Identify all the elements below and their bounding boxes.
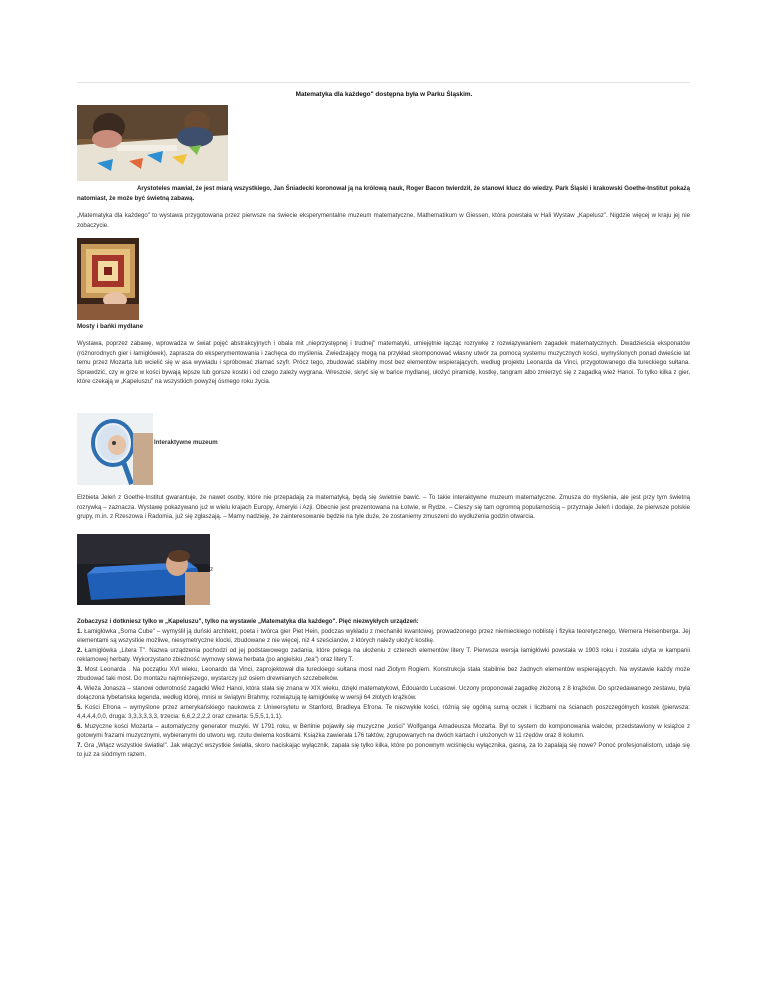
features-list: [77, 627, 690, 760]
photo-children-puzzle: [77, 105, 228, 181]
section-heading-bridges: Mosty i bańki mydlane: [77, 323, 144, 330]
list-item: 3. Most Leonarda . Na początku XVI wieku, Leonardo da Vinci, zaprojektował dla tureckiego sułtana most nad Złotym Rogiem. Konstrukcja stała stabilnie bez żadnych elementów wspierających. Na wystawie każdy może zbudować taki most. Do montażu najmniejszego, wystarczy już osiem drewnianych szczebelków.: [77, 665, 690, 682]
section3: [77, 617, 690, 760]
section3-heading: Zobaczysz i dotkniesz tylko w „Kapeluszu", tylko na wystawie „Matematyka dla każdego". Pięć niezwykłych urządzeń:: [77, 618, 419, 625]
section2-paragraph: Elżbieta Jeleń z Goethe-Institut gwarantuje, że nawet osoby, które nie przepadają za matematyką, będą się świetnie bawić. – To takie interaktywne muzeum matematyczne. Zmusza do myślenia, ale jest przy tym świetną rozrywką – zaznacza. Wystawę pokazywano już w wielu krajach Europy, Ameryki i Azji. Obecnie jest prezentowana na Łotwie, w Rydze. – Cieszy się tam ogromną popularnością – przyznaje Jeleń i dodaje, że pierwsze polskie grupy, m.in. z Rzeszowa i Radomia, już się zgłaszają. – Mamy nadzieję, że zainteresowanie będzie na tyle duże, że zostaniemy zmuszeni do wydłużenia godzin otwarcia.: [77, 494, 690, 520]
list-item: 1. Łamigłówka „Soma Cube" – wymyślił ją duński architekt, poeta i twórca gier Piet Hein, podczas wykładu z mechaniki kwantowej, prowadzonego przez niemieckiego noblistę i fizyka teoretycznego, Wernera Heisenberga. Jej elementami są wszystkie możliwe, niesymetryczne klocki, zbudowane z nie więcej, niż 4 sześcianów, z których należy ułożyć kostkę.: [77, 627, 690, 644]
divider: [77, 82, 690, 83]
list-item: 2. Łamigłówka „Litera T". Nazwa urządzenia pochodzi od jej podstawowego zadania, które polega na ułożeniu z czterech elementów litery T. Pierwsza wersja łamigłówki powstała w 1903 roku i została użyta w kampanii reklamowej herbaty. Wykorzystano zbieżność wymowy słowa herbata (po angielsku „tea") oraz litery T.: [77, 646, 690, 663]
list-item: 7. Gra „Włącz wszystkie światła!". Jak włączyć wszystkie światła, skoro naciskając wyłącznik, zapala się tylko kilka, które po ponownym wciśnięciu wyłącznika, gasną, za to zapalają się nowe? Ponoć profesjonalistom, udaje się to już za siódmym razem.: [77, 741, 690, 758]
photo-mirror-box: [77, 238, 139, 320]
section1-paragraph: Wystawa, poprzez zabawę, wprowadza w świat pojęć abstrakcyjnych i obala mit „nieprzystępnej i trudnej" matematyki, umiejętnie łącząc rozrywkę z rozwiązywaniem zagadek matematycznych. Dwadzieścia eksponatów (różnorodnych gier i łamigłówek), zaprasza do eksperymentowania i zachęca do myślenia. Zwiedzający mogą na przykład skomponować własny utwór za pomocą systemu muzycznych kości, wymyślonych ponad dwieście lat temu przez Mozarta lub wcielić się w asa wywiadu i spróbować złamać szyfr. Prócz tego, zbudować stabilny most bez elementów wspierających, według projektu Leonarda da Vinci, przygotowanego dla tureckiego sułtana. Sprawdzić, czy w grze w kości bywają lepsze lub gorsze kostki i od czego zależy wygrana. Wreszcie, skryć się w bańce mydlanej, ułożyć piramidę, kostkę, tangram albo zmierzyć się z zagadką wież Hanoi. To tylko kilka z gier, które czekają w „Kapeluszu" na wszystkich powyżej ósmego roku życia.: [77, 340, 690, 385]
list-item: 6. Muzyczne kości Mozarta – automatyczny generator muzyki. W 1791 roku, w Berlinie pojawiły się muzyczne „kości" Wolfganga Amadeusza Mozarta. Był to system do komponowania walców, przedstawiony w książce z gotowymi frazami muzycznymi, wybieranymi do utworu wg. rzutu dwiema kostkami. Książka zawierała 176 taktów, zgrupowanych na dwóch kartach i ułożonych w 11 rzędów oraz 8 kolumn.: [77, 722, 690, 739]
list-item: 5. Kości Efrona – wymyślone przez amerykańskiego naukowca z Uniwersytetu w Stanford, Bradleya Efrona. Te niezwykłe kości, różnią się ogólną sumą oczek i liczbami na ścianach poszczególnych kostek (pierwsza: 4,4,4,4,0,0, druga: 3,3,3,3,3,3, trzecia: 6,6,2,2,2,2 oraz czwarta: 5,5,5,1,1,1).: [77, 703, 690, 720]
photo-magnifier-child: [77, 413, 153, 485]
photo-man-blue-box: [77, 534, 210, 605]
lead-paragraph: Arystoteles mawiał, że jest miarą wszystkiego, Jan Śniadecki koronował ją na królową nauk, Roger Bacon twierdził, że stanowi klucz do wiedzy. Park Śląski i krakowski Goethe-Institut pokażą natomiast, że może być świetną zabawą.: [77, 185, 690, 202]
intro-paragraph: „Matematyka dla każdego" to wystawa przygotowana przez pierwsze na świecie eksperymentalne muzeum matematyczne, Mathematikum w Giessen, która powstała w Hali Wystaw „Kapelusz". Nigdzie więcej w kraju jej nie zobaczycie.: [77, 212, 690, 229]
image4-caption: z: [210, 566, 214, 573]
image3-caption: Interaktywne muzeum: [154, 439, 218, 446]
list-item: 4. Wieża Jonasza – stanowi odwrotność zagadki Wież Hanoi, która stała się znana w XIX wieku, dzięki matematykowi, Édouardo Lucasowi. Uczony proponował zagadkę złożoną z 8 krążków. Do sprzedawanego zestawu, była dołączona tybetańska legenda, według której, mnisi w świątyni Brahmy, rozwiązują tę łamigłówkę w wersji 64 złotych krążków.: [77, 684, 690, 701]
article-title: Matematyka dla każdego" dostępna była w Parku Śląskim.: [295, 91, 473, 98]
